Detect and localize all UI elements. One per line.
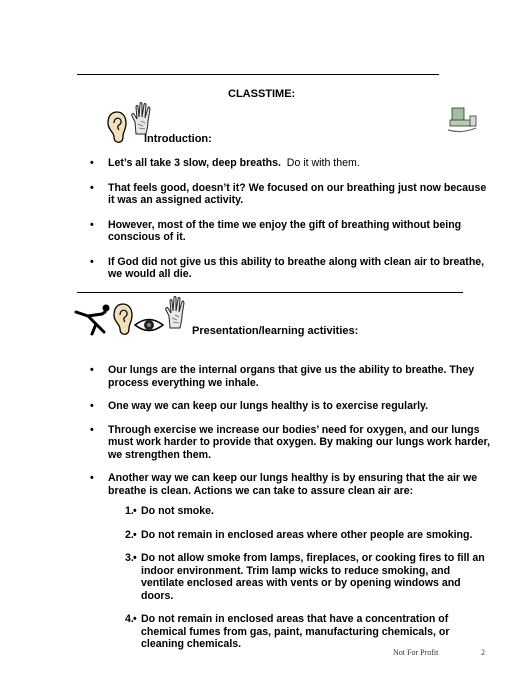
list-item: • 2. Do not remain in enclosed areas where other people are smoking. xyxy=(125,529,485,542)
actions-list xyxy=(125,505,485,651)
eye-icon xyxy=(134,316,164,334)
chair-icon xyxy=(446,106,478,134)
list-item: • 4. Do not remain in enclosed areas that have a concentration of chemical fumes from gas, paint, manufacturing chemicals, or cleaning chemicals. xyxy=(125,613,485,651)
list-item: • That feels good, doesn’t it? We focused on our breathing just now because it was an assigned activity. xyxy=(82,182,492,207)
list-item: • 3. Do not allow smoke from lamps, fireplaces, or cooking fires to fill an indoor environment. Trim lamp wicks to reduce smoking, and ventilate enclosed areas with vents or by opening windows and doors. xyxy=(125,552,485,602)
ear-icon xyxy=(112,302,134,336)
page-title: CLASSTIME: xyxy=(228,88,296,100)
list-item: • One way we can keep our lungs healthy is to exercise regularly. xyxy=(82,400,494,413)
introduction-heading: Introduction: xyxy=(144,133,212,145)
footer-label: Not For Profit xyxy=(393,648,439,657)
list-item: • 1. Do not smoke. xyxy=(125,505,485,518)
hand-icon xyxy=(164,296,190,330)
list-item: • Let’s all take 3 slow, deep breaths. Do it with them. xyxy=(82,157,492,170)
list-item: • However, most of the time we enjoy the gift of breathing without being conscious of it. xyxy=(82,219,492,244)
list-item: • Our lungs are the internal organs that give us the ability to breathe. They process everything we inhale. xyxy=(82,364,494,389)
ear-icon xyxy=(106,110,128,144)
page-number: 2 xyxy=(481,648,485,657)
stretching-figure-icon xyxy=(74,302,114,336)
top-divider xyxy=(77,74,439,75)
list-item: • Through exercise we increase our bodies’ need for oxygen, and our lungs must work harder to provide that oxygen. By making our lungs work harder, we strengthen them. xyxy=(82,424,494,462)
list-item: • If God did not give us this ability to breathe along with clean air to breathe, we would all die. xyxy=(82,256,492,281)
intro-list xyxy=(82,157,492,281)
list-item: • Another way we can keep our lungs healthy is by ensuring that the air we breathe is clean. Actions we can take to assure clean air are: xyxy=(82,472,494,497)
presentation-list xyxy=(82,364,494,497)
section-divider xyxy=(77,292,463,293)
presentation-heading: Presentation/learning activities: xyxy=(192,325,359,337)
hand-icon xyxy=(130,102,156,136)
